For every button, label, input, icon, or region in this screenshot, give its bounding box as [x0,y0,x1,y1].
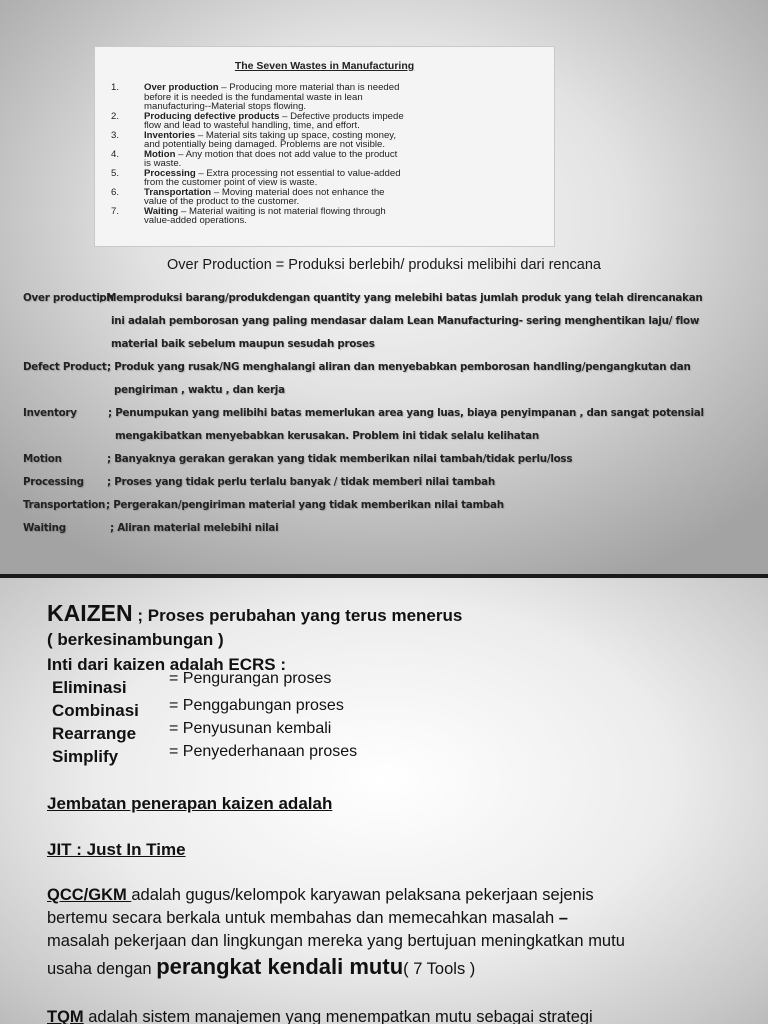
waste-description [144,188,538,207]
waste-definitions [23,292,763,545]
waste-description [144,169,538,188]
waste-term: Motion [144,148,176,160]
waste-number: 5. [111,167,120,179]
jit-heading: JIT : Just In Time [47,840,186,859]
definition-row [23,361,763,384]
definition-row [23,476,763,499]
waste-term: Waiting [144,205,179,217]
waste-item [111,83,538,112]
ecrs-term-eliminasi: Eliminasi [52,678,127,697]
seven-wastes-title: The Seven Wastes in Manufacturing [234,60,415,72]
waste-line: value-added operations. [144,215,247,226]
definition-term: Inventory [23,407,77,419]
definition-term: Transportation [23,499,106,511]
waste-item [111,112,538,131]
waste-term: Inventories [144,129,196,141]
definition-term: Waiting [23,522,66,534]
waste-line: value of the product to the customer. [144,196,300,207]
waste-line: and potentially being damaged. Problems are not visible. [144,139,386,150]
waste-description [144,131,538,150]
waste-line: Processing – Extra processing not essential to value-added [144,167,401,179]
waste-number: 3. [111,129,120,141]
waste-item [111,150,538,169]
definition-text: material baik sebelum maupun sesudah proses [111,338,375,350]
waste-line: before it is needed is the fundamental waste in lean [144,91,363,103]
qcc-dash: – [554,909,568,927]
ecrs-def-rearrange: = Penyusunan kembali [169,720,332,737]
waste-line: manufacturing--Material stops flowing. [144,101,307,112]
waste-item [111,207,538,226]
tqm-term: TQM [47,1008,84,1024]
definition-row [23,407,763,430]
qcc-line2: bertemu secara berkala untuk membahas dan memecahkan masalah [47,909,555,927]
qcc-term: QCC/GKM [47,886,132,904]
waste-term: Producing defective products [144,110,280,122]
ecrs-term-simplify: Simplify [52,747,119,766]
definition-row [23,453,763,476]
waste-line: Waiting – Material waiting is not material flowing through [144,205,386,217]
definition-row [23,315,763,338]
definition-term: Motion [23,453,62,465]
waste-term: Processing [144,167,196,179]
qcc-tools: ( 7 Tools ) [403,960,476,978]
qcc-line1: adalah gugus/kelompok karyawan pelaksana pekerjaan sejenis [131,886,594,904]
definition-row [23,384,763,407]
tqm-paragraph [47,1006,747,1024]
definition-term: Processing [23,476,84,488]
waste-line: flow and lead to wasteful handling, time, and effort. [144,120,360,131]
waste-term: Over production [144,82,219,93]
ecrs-intro: Inti dari kaizen adalah ECRS : [47,655,287,674]
definition-text: ; Penumpukan yang melibihi batas memerlukan area yang luas, biaya penyimpanan , dan sangat potensial [108,407,704,419]
definition-text: ; Memproduksi barang/produkdengan quantity yang melebihi batas jumlah produk yang telah direncanakan [99,292,703,304]
definition-text: ; Pergerakan/pengiriman material yang tidak memberikan nilai tambah [106,499,504,511]
definition-row [23,430,763,453]
waste-line: from the customer point of view is waste. [144,177,318,188]
definition-row [23,522,763,545]
definition-term: Over production [23,292,114,304]
waste-term: Transportation [144,186,212,198]
definition-text: ; Aliran material melebihi nilai [110,522,279,534]
definition-text: ; Banyaknya gerakan gerakan yang tidak memberikan nilai tambah/tidak perlu/loss [107,453,573,465]
slide-kaizen [0,578,768,1024]
jembatan-heading: Jembatan penerapan kaizen adalah [47,794,333,813]
ecrs-def-eliminasi: = Pengurangan proses [169,670,332,687]
waste-line: Motion – Any motion that does not add value to the product [144,148,398,160]
waste-number: 4. [111,148,120,160]
qcc-perangkat: perangkat kendali mutu [156,954,404,979]
qcc-paragraph [47,884,747,981]
waste-description [144,150,538,169]
kaizen-heading [47,600,462,627]
waste-line: Inventories – Material sits taking up space, costing money, [144,129,397,141]
definition-text: ; Produk yang rusak/NG menghalangi aliran dan menyebabkan pemborosan handling/pengangkutan dan [107,361,691,373]
ecrs-def-simplify: = Penyederhanaan proses [169,743,358,760]
seven-wastes-list [111,83,538,226]
waste-line: Producing defective products – Defective products impede [144,110,404,122]
waste-item [111,188,538,207]
waste-description [144,83,538,112]
waste-line: Transportation – Moving material does not enhance the [144,186,385,198]
definition-text: pengiriman , waktu , dan kerja [114,384,285,396]
waste-number: 1. [111,82,120,93]
waste-number: 7. [111,205,120,217]
definition-text: ini adalah pemborosan yang paling mendasar dalam Lean Manufacturing- sering menghentikan laju/ flow [111,315,700,327]
qcc-line4: usaha dengan [47,960,157,978]
definition-row [23,499,763,522]
ecrs-def-combinasi: = Penggabungan proses [169,697,344,714]
waste-description [144,112,538,131]
waste-number: 6. [111,186,120,198]
definition-row [23,292,763,315]
definition-row [23,338,763,361]
waste-number: 2. [111,110,120,122]
kaizen-definition: ; Proses perubahan yang terus menerus [132,606,463,625]
qcc-line3: masalah pekerjaan dan lingkungan mereka yang bertujuan meningkatkan mutu [47,932,625,950]
ecrs-term-rearrange: Rearrange [52,724,137,743]
kaizen-line2: ( berkesinambungan ) [47,630,224,649]
tqm-text: adalah sistem manajemen yang menempatkan mutu sebagai strategi [83,1008,593,1024]
waste-description [144,207,538,226]
over-production-caption: Over Production = Produksi berlebih/ produksi melibihi dari rencana [166,257,602,273]
kaizen-word: KAIZEN [47,600,133,626]
seven-wastes-box [94,46,555,247]
waste-line: is waste. [144,158,182,169]
definition-text: mengakibatkan menyebabkan kerusakan. Problem ini tidak selalu kelihatan [115,430,539,442]
definition-text: ; Proses yang tidak perlu terlalu banyak / tidak memberi nilai tambah [107,476,495,488]
definition-term: Defect Product [23,361,107,373]
waste-item [111,169,538,188]
waste-line: Over production – Producing more material than is needed [144,82,400,93]
ecrs-term-combinasi: Combinasi [52,701,139,720]
waste-item [111,131,538,150]
